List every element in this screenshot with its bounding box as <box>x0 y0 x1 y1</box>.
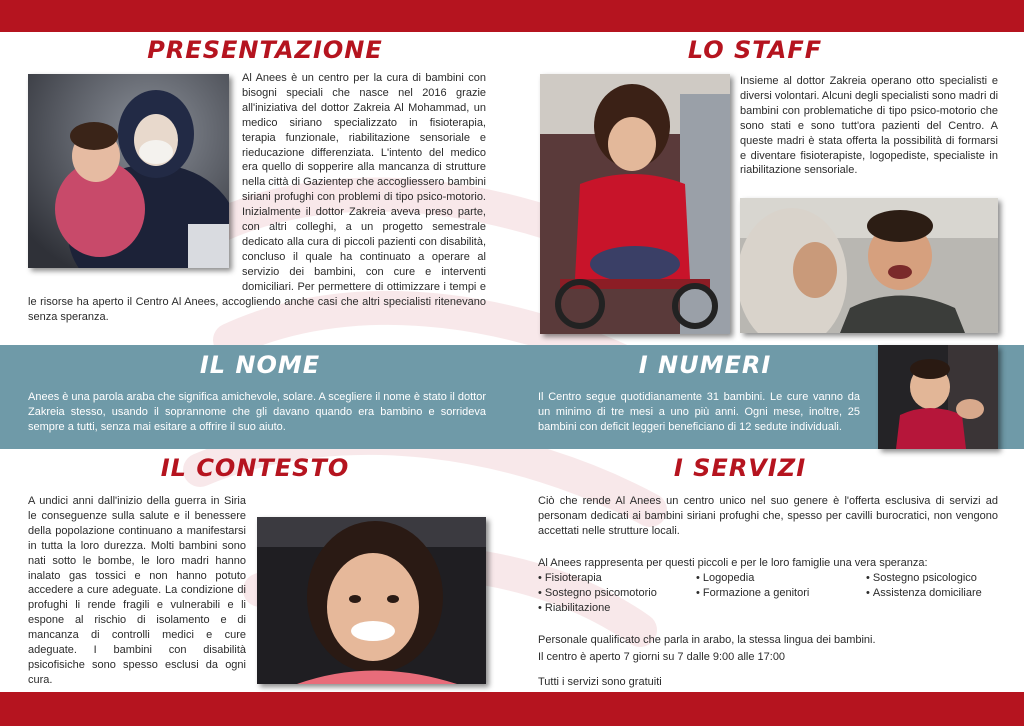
nome-text: Anees è una parola araba che significa amichevole, solare. A scegliere il nome è stato il dottor Zakreia stesso, usando il soprannome che gli davano quando era bambino e sorrideva sempre a tutti, senza mai esitare a offrire il suo aiuto. <box>28 391 486 433</box>
numeri-text: Il Centro segue quotidianamente 31 bambini. Le cure vanno da un minimo di tre mesi a uno più anni. Ogni mese, inoltre, 25 bambini con deficit leggeri beneficiano di 12 sedute individuali. <box>538 391 860 433</box>
service-item: • Fisioterapia <box>538 571 657 586</box>
nome-title: IL NOME <box>199 351 321 379</box>
presentazione-flow <box>28 71 486 324</box>
service-item: • Formazione a genitori <box>696 586 809 601</box>
smiling-girl-image <box>257 517 486 684</box>
contesto-photo <box>257 517 486 684</box>
smiling-boy-with-mother-image <box>740 198 998 333</box>
staff-text: Insieme al dottor Zakreia operano otto specialisti e diversi volontari. Alcuni degli specialisti sono madri di bambini con problematiche di tipo psico-motorio che sono stati e sono tutt'ora pazienti del Centro. A queste madri è stata offerta la possibilità di formarsi e diventare fisioterapiste, logopediste, specialiste in riabilitazione sensoriale. <box>740 75 999 177</box>
presentazione-title: PRESENTAZIONE <box>147 36 383 64</box>
servizi-hope: Al Anees rappresenta per questi piccoli e per le loro famiglie una vera speranza: <box>538 557 928 569</box>
numeri-title: I NUMERI <box>638 351 772 379</box>
service-item: • Riabilitazione <box>538 601 657 616</box>
services-col-1 <box>538 571 657 616</box>
service-item: • Sostegno psicomotorio <box>538 586 657 601</box>
top-red-band <box>0 0 1024 32</box>
contesto-title: IL CONTESTO <box>160 454 350 482</box>
staff-photo-2 <box>740 198 998 333</box>
bottom-red-band <box>0 692 1024 726</box>
servizi-title: I SERVIZI <box>673 454 807 482</box>
girl-in-wheelchair-image <box>540 74 730 334</box>
servizi-hours-line: Il centro è aperto 7 giorni su 7 dalle 9:00 alle 17:00 <box>538 651 786 663</box>
servizi-free-line: Tutti i servizi sono gratuiti <box>538 676 662 688</box>
photo-spacer <box>28 71 242 285</box>
numeri-photo <box>878 345 998 449</box>
service-item: • Sostegno psicologico <box>866 571 982 586</box>
contesto-paragraph: A undici anni dall'inizio della guerra in Siria le conseguenze sulla salute e il benessere della popolazione continuano a manifestarsi in tutta la loro durezza. Molti bambini sono nati sotto le bombe, le loro madri hanno inalato gas tossici e non hanno potuto accedere a cure adeguate. La condizione di profughi li rende fragili e vulnerabili e li espone al rischio di isolamento e di mancanza di controlli medici e cure adeguate. I bambini con disabilità psicofisiche sono spesso esclusi da ogni cura. <box>28 495 246 686</box>
services-col-2 <box>696 571 809 601</box>
service-item: • Assistenza domiciliare <box>866 586 982 601</box>
staff-photo-1 <box>540 74 730 334</box>
servizi-intro: Ciò che rende Al Anees un centro unico nel suo genere è l'offerta esclusiva di servizi ad personam dedicati ai bambini siriani profughi che, spesso per cavilli burocratici, non vengono accettati nelle strutture locali. <box>538 495 998 537</box>
toddler-in-red-image <box>878 345 998 449</box>
staff-title: LO STAFF <box>687 36 823 64</box>
servizi-staff-line: Personale qualificato che parla in arabo, la stessa lingua dei bambini. <box>538 634 876 646</box>
presentazione-paragraph: Al Anees è un centro per la cura di bambini con bisogni speciali che nasce nel 2016 grazie all'iniziativa del dottor Zakreia Al Mohammad, un medico siriano specializzato in fisioterapia, terapia funzionale, riabilitazione sensoriale e rieducazione differenziata. L'intento del medico era quello di sopperire alla mancanza di strutture nella città di Gazientep che accogliessero bambini siriani profughi con problemi di tipo psico-motorio. Inizialmente il dottor Zakreia aveva preso parte, con altri colleghi, a un progetto semestrale dedicato alla cura di piccoli pazienti con disabilità, concluso il quale ha continuato a operare al servizio dei bambini, con cure e interventi domiciliari. Per permettere di ottimizzare i tempi e le risorse ha aperto il Centro Al Anees, accogliendo anche casi che altri specialisti ritenevano senza speranza. <box>28 72 486 323</box>
service-item: • Logopedia <box>696 571 809 586</box>
services-col-3 <box>866 571 982 601</box>
